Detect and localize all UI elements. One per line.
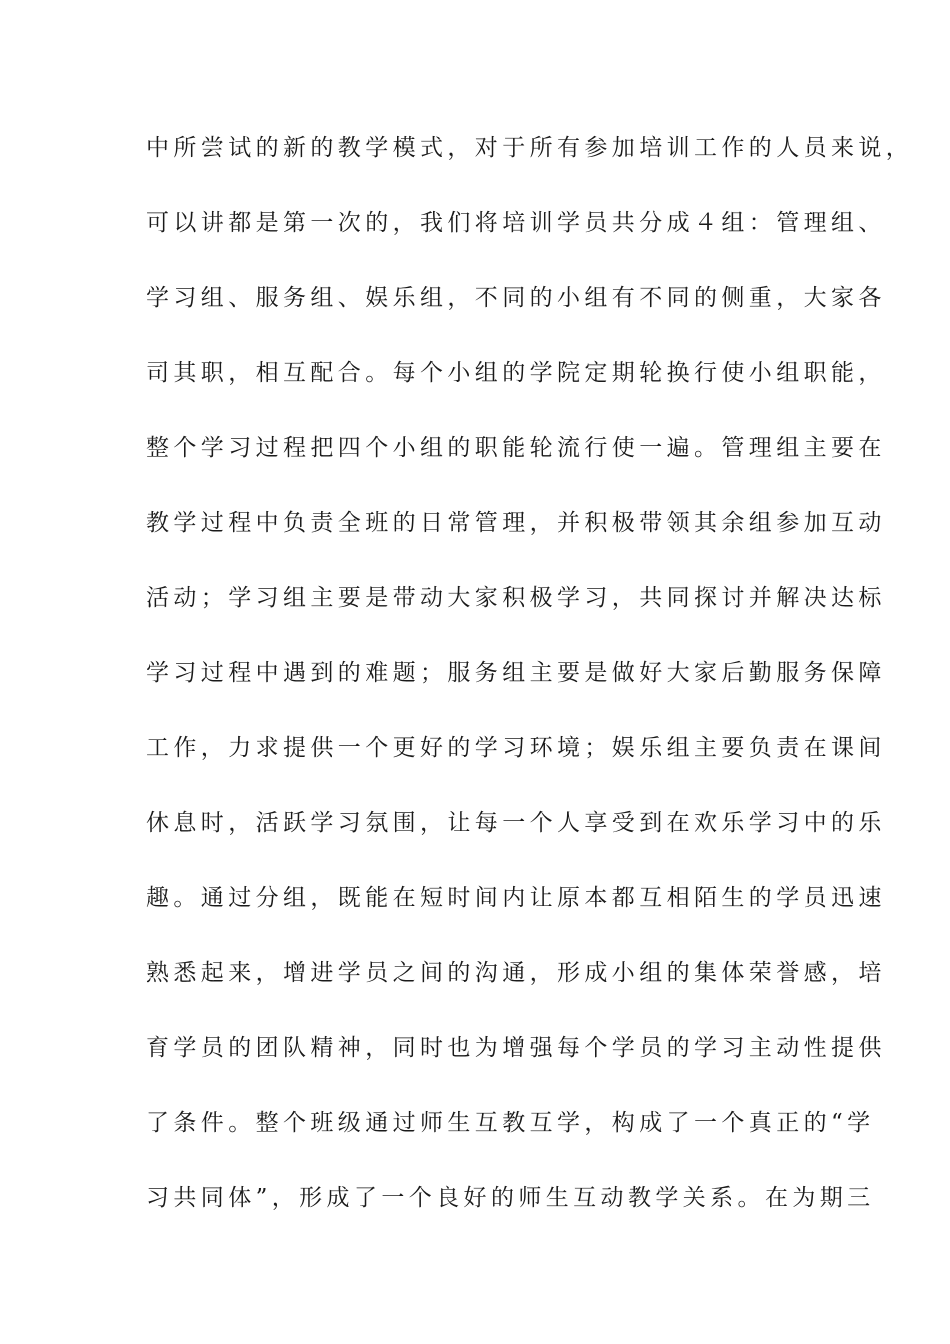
text-line-14: 了条件。整个班级通过师生互教互学，构成了一个真正的“学 [146, 1110, 875, 1136]
text-line-12: 熟悉起来，增进学员之间的沟通，形成小组的集体荣誉感，培 [146, 960, 886, 986]
text-line-5: 整个学习过程把四个小组的职能轮流行使一遍。管理组主要在 [146, 435, 886, 461]
body-paragraph [146, 128, 914, 1253]
text-line-13: 育学员的团队精神，同时也为增强每个学员的学习主动性提供 [146, 1035, 886, 1061]
text-line-8: 学习过程中遇到的难题；服务组主要是做好大家后勤服务保障 [146, 660, 886, 686]
text-line-1: 中所尝试的新的教学模式，对于所有参加培训工作的人员来说， [146, 135, 914, 161]
text-line-4: 司其职，相互配合。每个小组的学院定期轮换行使小组职能， [146, 360, 886, 386]
text-line-3: 学习组、服务组、娱乐组，不同的小组有不同的侧重，大家各 [146, 285, 886, 311]
text-line-15: 习共同体”，形成了一个良好的师生互动教学关系。在为期三 [146, 1185, 875, 1211]
text-line-11: 趣。通过分组，既能在短时间内让原本都互相陌生的学员迅速 [146, 885, 886, 911]
text-line-6: 教学过程中负责全班的日常管理，并积极带领其余组参加互动 [146, 510, 886, 536]
text-line-7: 活动；学习组主要是带动大家积极学习，共同探讨并解决达标 [146, 585, 886, 611]
text-line-10: 休息时，活跃学习氛围，让每一个人享受到在欢乐学习中的乐 [146, 810, 886, 836]
text-line-9: 工作，力求提供一个更好的学习环境；娱乐组主要负责在课间 [146, 735, 886, 761]
text-line-2: 可以讲都是第一次的，我们将培训学员共分成４组：管理组、 [146, 210, 886, 236]
